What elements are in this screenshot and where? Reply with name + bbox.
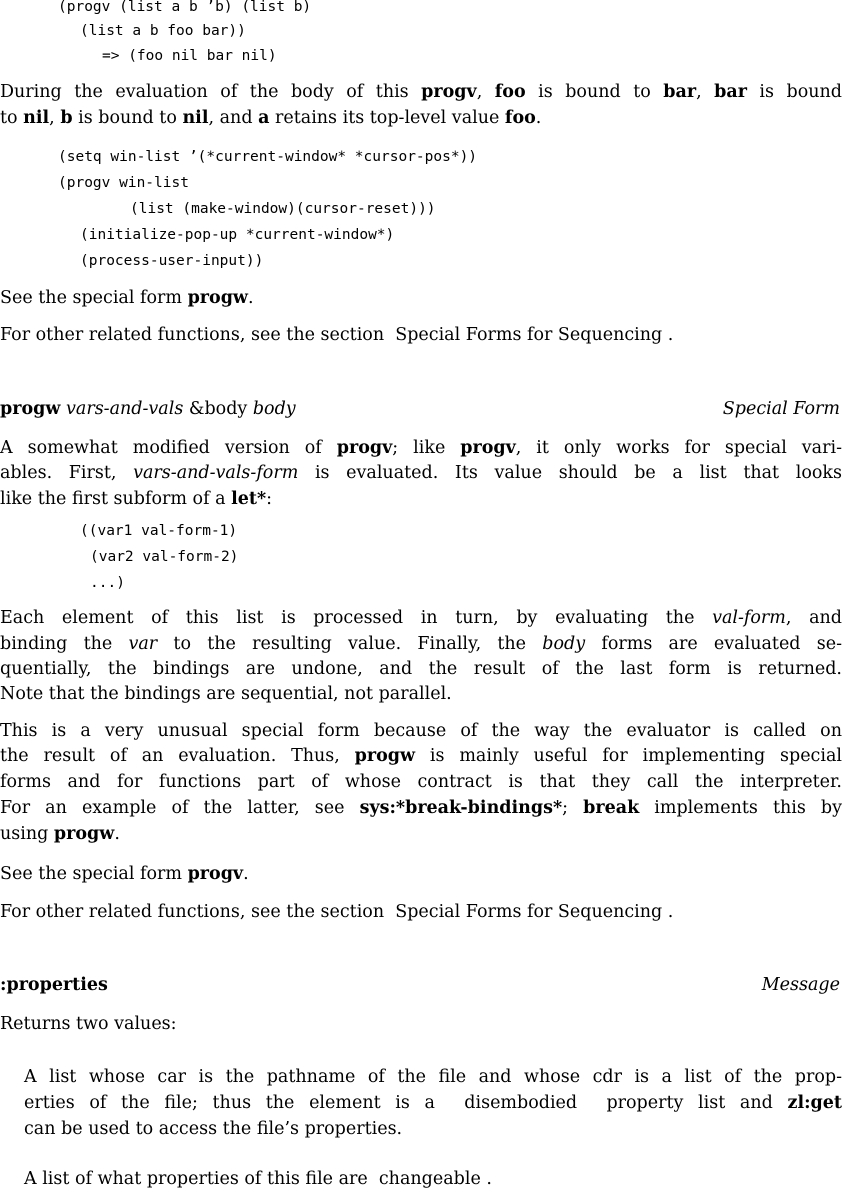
- code-line: (process-user-input)): [80, 253, 264, 269]
- paragraph-line: like the first subform of a let*:: [0, 489, 273, 509]
- related-functions-line: For other related functions, see the section Special Forms for Sequencing .: [0, 325, 674, 345]
- list-item-line: can be used to access the file’s properties.: [24, 1119, 403, 1139]
- paragraph-line: to nil, b is bound to nil, and a retains its top-level value foo.: [0, 108, 542, 128]
- code-line: (var2 val-form-2): [90, 549, 239, 565]
- code-line: (list a b foo bar)): [80, 23, 246, 39]
- code-line: (progv win-list: [58, 175, 189, 191]
- entry-header-properties: :properties: [0, 975, 108, 995]
- entry-kind-label: Special Form: [722, 399, 840, 419]
- see-also-line: See the special form progv.: [0, 864, 249, 884]
- paragraph-line: For an example of the latter, see sys:*break-bindings*; break implements this by: [0, 798, 842, 818]
- entry-kind-label: Message: [761, 975, 840, 995]
- paragraph-line: Note that the bindings are sequential, not parallel.: [0, 684, 452, 704]
- code-line: ...): [90, 575, 125, 591]
- entry-header-progw: progw vars-and-vals &body body: [0, 399, 296, 419]
- code-line: (setq win-list ’(*current-window* *cursor-pos*)): [58, 149, 478, 165]
- code-line: (progv (list a b ’b) (list b): [58, 0, 312, 15]
- code-line: => (foo nil bar nil): [102, 48, 277, 64]
- paragraph-line: binding the var to the resulting value. Finally, the body forms are evaluated se-: [0, 634, 842, 654]
- paragraph-line: the result of an evaluation. Thus, progw is mainly useful for implementing special: [0, 746, 842, 766]
- paragraph-line: quentially, the bindings are undone, and the result of the last form is returned.: [0, 659, 842, 679]
- paragraph-line: A somewhat modified version of progv; like progv, it only works for special vari-: [0, 438, 842, 458]
- related-functions-line: For other related functions, see the section Special Forms for Sequencing .: [0, 902, 674, 922]
- list-item-line: A list of what properties of this file are changeable .: [24, 1169, 492, 1189]
- code-line: (list (make-window)(cursor-reset))): [130, 201, 436, 217]
- paragraph-line: ables. First, vars-and-vals-form is evaluated. Its value should be a list that looks: [0, 463, 842, 483]
- paragraph-line: Each element of this list is processed in turn, by evaluating the val-form, and: [0, 608, 842, 628]
- see-also-line: See the special form progw.: [0, 288, 254, 308]
- list-item-line: A list whose car is the pathname of the file and whose cdr is a list of the prop-: [24, 1067, 842, 1087]
- list-item-line: erties of the file; thus the element is a disembodied property list and zl:get: [24, 1093, 842, 1113]
- paragraph-line: Returns two values:: [0, 1014, 177, 1034]
- code-line: (initialize-pop-up *current-window*): [80, 227, 395, 243]
- paragraph-line: forms and for functions part of whose contract is that they call the interpreter.: [0, 772, 842, 792]
- code-line: ((var1 val-form-1): [80, 523, 238, 539]
- paragraph-line: This is a very unusual special form because of the way the evaluator is called on: [0, 721, 842, 741]
- paragraph-line: using progw.: [0, 824, 120, 844]
- paragraph-line: During the evaluation of the body of this progv, foo is bound to bar, bar is bound: [0, 82, 842, 102]
